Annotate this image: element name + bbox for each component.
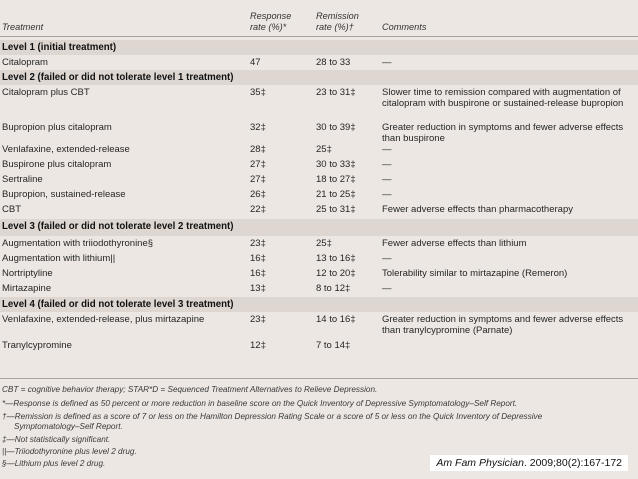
treatment-cell: Tranylcypromine	[2, 340, 72, 351]
response-rate-cell: 23‡	[250, 314, 266, 325]
footnote: CBT = cognitive behavior therapy; STAR*D = Sequenced Treatment Alternatives to Relieve Depression.	[2, 385, 378, 394]
treatment-cell: Citalopram plus CBT	[2, 87, 90, 98]
table-row	[0, 202, 638, 219]
table-row	[0, 266, 638, 281]
comment-cell: —	[382, 159, 392, 170]
response-rate-cell: 22‡	[250, 204, 266, 215]
level-heading: Level 1 (initial treatment)	[2, 42, 117, 53]
comment-cell: Tolerability similar to mirtazapine (Remeron)	[382, 268, 568, 279]
table-row	[0, 85, 638, 120]
header-response-line2: rate (%)*	[250, 22, 287, 32]
table-row	[0, 251, 638, 266]
treatment-cell: Mirtazapine	[2, 283, 52, 294]
comment-cell: Fewer adverse effects than lithium	[382, 238, 527, 249]
treatment-cell: Bupropion, sustained-release	[2, 189, 126, 200]
comment-cell: —	[382, 144, 392, 155]
footnote: §—Lithium plus level 2 drug.	[2, 459, 106, 468]
remission-rate-cell: 21 to 25‡	[316, 189, 356, 200]
remission-rate-cell: 25‡	[316, 238, 332, 249]
comment-cell: Greater reduction in symptoms and fewer adverse effects than tranylcypromine (Parnate)	[382, 314, 624, 336]
remission-rate-cell: 28 to 33	[316, 57, 351, 68]
table-row	[0, 187, 638, 202]
table-row	[0, 120, 638, 142]
remission-rate-cell: 23 to 31‡	[316, 87, 356, 98]
response-rate-cell: 12‡	[250, 340, 266, 351]
header-response-line1: Response	[250, 11, 292, 21]
table-row	[0, 172, 638, 187]
treatment-cell: Venlafaxine, extended-release	[2, 144, 130, 155]
comment-cell: Greater reduction in symptoms and fewer adverse effects than buspirone	[382, 122, 624, 144]
remission-rate-cell: 18 to 27‡	[316, 174, 356, 185]
table-row	[0, 338, 638, 353]
treatment-cell: Nortriptyline	[2, 268, 53, 279]
response-rate-cell: 27‡	[250, 174, 266, 185]
treatment-cell: Citalopram	[2, 57, 48, 68]
remission-rate-cell: 12 to 20‡	[316, 268, 356, 279]
response-rate-cell: 32‡	[250, 122, 266, 133]
level-row	[0, 40, 638, 55]
table-row	[0, 281, 638, 297]
table-header	[0, 0, 638, 37]
level-row	[0, 219, 638, 236]
citation-journal: Am Fam Physician	[436, 457, 524, 469]
table-row	[0, 157, 638, 172]
comment-cell: —	[382, 57, 392, 68]
level-heading: Level 2 (failed or did not tolerate level 1 treatment)	[2, 72, 234, 83]
header-remission-line1: Remission	[316, 11, 359, 21]
treatment-cell: Venlafaxine, extended-release, plus mirtazapine	[2, 314, 205, 325]
footnote: †—Remission is defined as a score of 7 or less on the Hamilton Depression Rating Scale or a score of 5 or less on the Quick Inventory of Depressive	[2, 412, 543, 421]
citation-details: . 2009;80(2):167-172	[523, 457, 622, 469]
header-treatment: Treatment	[2, 22, 44, 32]
level-heading: Level 4 (failed or did not tolerate level 3 treatment)	[2, 299, 234, 310]
table-row	[0, 142, 638, 157]
level-heading: Level 3 (failed or did not tolerate level 2 treatment)	[2, 221, 234, 232]
comment-cell: —	[382, 253, 392, 264]
remission-rate-cell: 7 to 14‡	[316, 340, 351, 351]
footnote: ‡—Not statistically significant.	[2, 435, 111, 444]
comment-cell: Slower time to remission compared with augmentation of citalopram with buspirone or sustained-release bupropion	[382, 87, 624, 109]
comment-cell: Fewer adverse effects than pharmacotherapy	[382, 204, 573, 215]
response-rate-cell: 16‡	[250, 268, 266, 279]
footnote: ||—Triiodothyronine plus level 2 drug.	[2, 447, 137, 456]
header-remission-line2: rate (%)†	[316, 22, 354, 32]
remission-rate-cell: 13 to 16‡	[316, 253, 356, 264]
footnote: Symptomatology–Self Report.	[14, 422, 123, 431]
level-row	[0, 297, 638, 312]
remission-rate-cell: 30 to 39‡	[316, 122, 356, 133]
response-rate-cell: 16‡	[250, 253, 266, 264]
treatment-cell: CBT	[2, 204, 21, 215]
remission-rate-cell: 25‡	[316, 144, 332, 155]
remission-rate-cell: 8 to 12‡	[316, 283, 351, 294]
treatment-cell: Augmentation with triiodothyronine§	[2, 238, 154, 249]
remission-rate-cell: 25 to 31‡	[316, 204, 356, 215]
citation	[430, 455, 628, 471]
response-rate-cell: 13‡	[250, 283, 266, 294]
comment-cell: —	[382, 174, 392, 185]
remission-rate-cell: 30 to 33‡	[316, 159, 356, 170]
level-row	[0, 70, 638, 85]
response-rate-cell: 26‡	[250, 189, 266, 200]
treatment-cell: Buspirone plus citalopram	[2, 159, 112, 170]
table-row	[0, 312, 638, 338]
comment-cell: —	[382, 189, 392, 200]
response-rate-cell: 27‡	[250, 159, 266, 170]
response-rate-cell: 35‡	[250, 87, 266, 98]
treatment-cell: Augmentation with lithium||	[2, 253, 116, 264]
footnote: *—Response is defined as 50 percent or more reduction in baseline score on the Quick Inventory of Depressive Symptomatology–Self Report.	[2, 399, 518, 408]
table-row	[0, 55, 638, 70]
header-comments: Comments	[382, 22, 427, 32]
treatment-cell: Sertraline	[2, 174, 43, 185]
response-rate-cell: 47	[250, 57, 261, 68]
table-row	[0, 236, 638, 251]
response-rate-cell: 23‡	[250, 238, 266, 249]
response-rate-cell: 28‡	[250, 144, 266, 155]
treatment-cell: Bupropion plus citalopram	[2, 122, 112, 133]
remission-rate-cell: 14 to 16‡	[316, 314, 356, 325]
comment-cell: —	[382, 283, 392, 294]
